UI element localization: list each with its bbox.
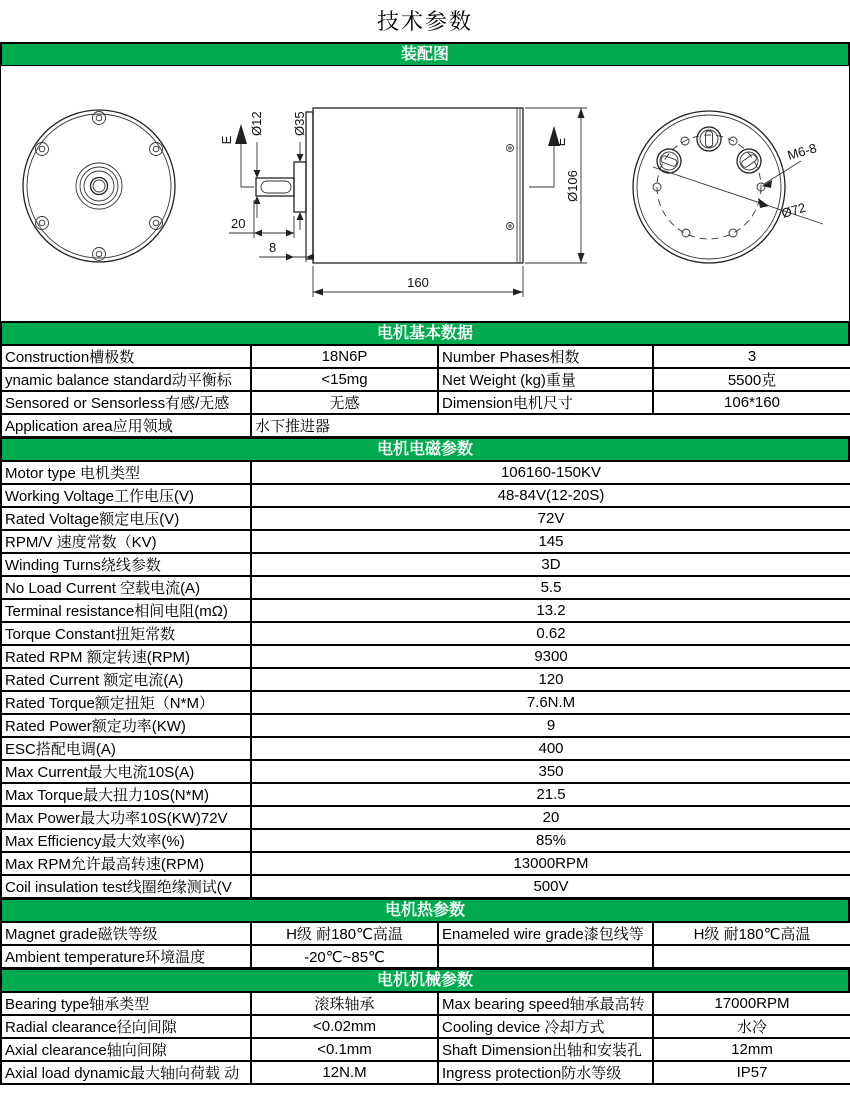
spec-value: 18N6P [251,345,438,368]
spec-value: H级 耐180℃高温 [653,922,850,945]
spec-label: Rated Voltage额定电压(V) [1,507,251,530]
table-row [1,484,850,507]
spec-value: 9300 [251,645,850,668]
spec-label: Enameled wire grade漆包线等 [438,922,653,945]
table-row [1,1015,850,1038]
table-row [1,1061,850,1084]
table-row [1,806,850,829]
bolt-holes [36,112,163,261]
spec-value: 72V [251,507,850,530]
rear-view-drawing [633,111,823,263]
dim-label-20: 20 [231,216,246,231]
dim-label-8: 8 [269,240,277,255]
section-header-thermal: 电机热参数 [0,898,850,923]
table-row [1,875,850,898]
spec-value: 106160-150KV [251,461,850,484]
spec-value: 0.62 [251,622,850,645]
table-row [1,760,850,783]
dim-label-dia12: Ø12 [249,111,264,136]
spec-label: Axial clearance轴向间隙 [1,1038,251,1061]
spec-label: Winding Turns绕线参数 [1,553,251,576]
spec-value: <15mg [251,368,438,391]
spec-label: Ingress protection防水等级 [438,1061,653,1084]
table-row [1,599,850,622]
spec-label: Bearing type轴承类型 [1,992,251,1015]
table-row [1,461,850,484]
table-row [1,737,850,760]
spec-value: 12mm [653,1038,850,1061]
table-row [1,691,850,714]
spec-value: 145 [251,530,850,553]
assembly-drawing-svg [1,66,849,322]
spec-value: 3 [653,345,850,368]
dim-label-160: 160 [407,275,429,290]
spec-label: Rated RPM 额定转速(RPM) [1,645,251,668]
spec-value: 350 [251,760,850,783]
front-view-drawing [23,110,175,262]
table-row [1,553,850,576]
side-view-drawing [219,108,587,297]
spec-label: Rated Current 额定电流(A) [1,668,251,691]
connector-hole-right [732,144,765,177]
spec-label: Max RPM允许最高转速(RPM) [1,852,251,875]
spec-value: 无感 [251,391,438,414]
dim-label-dia35: Ø35 [292,111,307,136]
thermal-table [0,921,850,969]
table-row [1,530,850,553]
spec-label: Shaft Dimension出轴和安装孔 [438,1038,653,1061]
page-title: 技术参数 [376,9,473,34]
spec-value: 13.2 [251,599,850,622]
spec-value: -20℃~85℃ [251,945,438,968]
spec-label: ynamic balance standard动平衡标 [1,368,251,391]
section-header-em: 电机电磁参数 [0,437,850,462]
spec-value: 水下推进器 [251,414,850,437]
table-row [1,391,850,414]
dim-label-dia72: Ø72 [779,199,808,221]
spec-label: Rated Power额定功率(KW) [1,714,251,737]
spec-value: H级 耐180℃高温 [251,922,438,945]
assembly-drawing [0,66,850,322]
table-row [1,945,850,968]
basic-data-table [0,344,850,438]
section-header-mech: 电机机械参数 [0,968,850,993]
spec-label: Radial clearance径向间隙 [1,1015,251,1038]
spec-value: 5500克 [653,368,850,391]
spec-value: 滚珠轴承 [251,992,438,1015]
table-row [1,622,850,645]
spec-value: <0.02mm [251,1015,438,1038]
spec-label: Terminal resistance相间电阻(mΩ) [1,599,251,622]
spec-label: Max bearing speed轴承最高转 [438,992,653,1015]
table-row [1,714,850,737]
table-row [1,645,850,668]
table-row [1,992,850,1015]
section-header-assembly: 装配图 [0,42,850,67]
mech-table [0,991,850,1085]
spec-label: Number Phases相数 [438,345,653,368]
spec-label: Magnet grade磁铁等级 [1,922,251,945]
spec-label: Max Power最大功率10S(KW)72V [1,806,251,829]
spec-value [653,945,850,968]
table-row [1,1038,850,1061]
spec-label: Torque Constant扭矩常数 [1,622,251,645]
spec-label: Dimension电机尺寸 [438,391,653,414]
spec-value: 120 [251,668,850,691]
spec-label: Construction槽极数 [1,345,251,368]
spec-value: IP57 [653,1061,850,1084]
spec-label: No Load Current 空载电流(A) [1,576,251,599]
spec-label: Max Current最大电流10S(A) [1,760,251,783]
spec-value: 17000RPM [653,992,850,1015]
spec-label [438,945,653,968]
spec-value: 7.6N.M [251,691,850,714]
spec-value: 9 [251,714,850,737]
spec-value: 85% [251,829,850,852]
spec-value: 500V [251,875,850,898]
table-row [1,414,850,437]
spec-label: ESC搭配电调(A) [1,737,251,760]
table-row [1,576,850,599]
spec-label: Max Efficiency最大效率(%) [1,829,251,852]
dim-label-e-right: E [553,137,568,147]
spec-label: Application area应用领域 [1,414,251,437]
spec-value: 48-84V(12-20S) [251,484,850,507]
spec-label: RPM/V 速度常数（KV) [1,530,251,553]
spec-label: Working Voltage工作电压(V) [1,484,251,507]
spec-value: 21.5 [251,783,850,806]
table-row [1,783,850,806]
section-header-basic: 电机基本数据 [0,321,850,346]
connector-hole-left [654,146,685,177]
spec-label: Axial load dynamic最大轴向荷载 动 [1,1061,251,1084]
table-row [1,829,850,852]
table-row [1,922,850,945]
em-table [0,460,850,899]
table-row [1,852,850,875]
table-row [1,507,850,530]
spec-label: Ambient temperature环境温度 [1,945,251,968]
spec-value: 400 [251,737,850,760]
spec-value: 13000RPM [251,852,850,875]
spec-value: 106*160 [653,391,850,414]
spec-label: Rated Torque额定扭矩（N*M） [1,691,251,714]
table-row [1,368,850,391]
dim-label-m6-8: M6-8 [785,140,819,163]
connector-hole-top [697,127,721,151]
dim-label-e-left: E [219,135,234,145]
spec-value: <0.1mm [251,1038,438,1061]
spec-label: Motor type 电机类型 [1,461,251,484]
table-row [1,668,850,691]
dim-label-dia106: Ø106 [565,170,580,202]
spec-label: Net Weight (kg)重量 [438,368,653,391]
spec-label: Max Torque最大扭力10S(N*M) [1,783,251,806]
table-row [1,345,850,368]
spec-value: 12N.M [251,1061,438,1084]
spec-value: 5.5 [251,576,850,599]
spec-label: Coil insulation test线圈绝缘测试(V [1,875,251,898]
spec-value: 3D [251,553,850,576]
spec-label: Cooling device 冷却方式 [438,1015,653,1038]
spec-value: 20 [251,806,850,829]
spec-label: Sensored or Sensorless有感/无感 [1,391,251,414]
spec-value: 水冷 [653,1015,850,1038]
